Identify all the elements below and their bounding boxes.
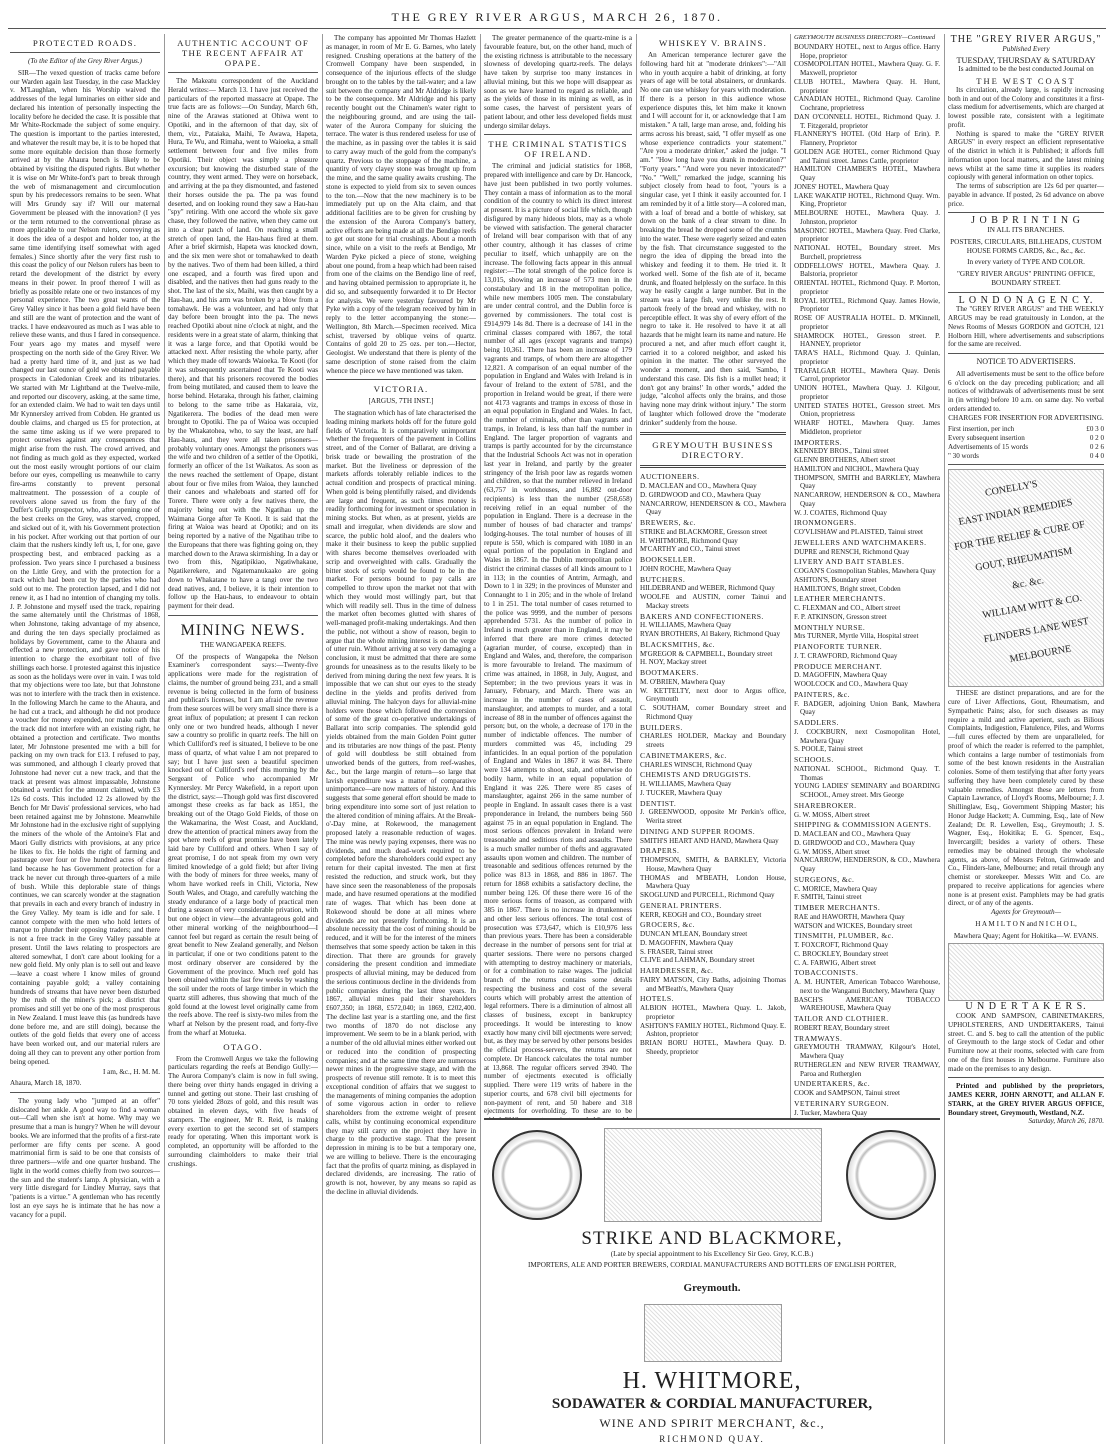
circulation-1: Is admitted to be the best conducted Journal on [958,65,1094,74]
directory-entry: D. MAGOFFIN, Mawhera Quay [794,671,888,680]
directory-entry: UNION HOTEL, Mawhera Quay. J. Kilgour, proprietor [794,384,940,401]
article-title: THE CRIMINAL STATISTICS OF IRELAND. [488,139,628,160]
directory-entry: NATIONAL HOTEL, Boundary street. Mrs Burchell, proprietress [794,244,940,261]
directory-entry: J. COCKBURN, next Cosmopolitan Hotel, Mawhera Quay [794,727,940,745]
column-1 [10,34,160,1444]
whitmore-line1: SODAWATER & CORDIAL MANUFACTURER, [551,1396,873,1412]
directory-category: SURGEONS, &c. [794,874,855,884]
directory-entry: D. GIRDWOOD and CO., Mawhera Quay [794,838,915,847]
directory-entry: M'GREGOR & CAPMBELL, Boundary street [640,649,773,658]
remedies-text: GOUT, RHEUMATISM [974,546,1074,574]
section-subtitle: [ARGUS, 7TH INST.] [368,397,434,406]
charges-row [948,434,1104,443]
directory-entry: DUPRE and RENSCH, Richmond Quay [794,547,910,556]
strike-title: STRIKE AND BLACKMORE, [581,1228,843,1249]
section-title: OTAGO. [223,1041,263,1052]
directory-category: BOOKSELLER. [640,555,696,564]
directory-entry: YOUNG LADIES' SEMINARY and BOARDING SCHOOL, Arney street. Mrs George [794,782,940,799]
directory-category: BAKERS AND CONFECTIONERS. [640,611,764,621]
directory-category: PRODUCE MERCHANT. [794,661,883,671]
directory-entry: UNITED STATES HOTEL, Gresson street. Mrs Onion, proprietress [794,401,940,419]
directory-entry: J. Tucker, Mawhera Quay [794,1108,868,1117]
directory-entry: T. FOXCROFT, Richmond Quay [794,941,889,949]
directory-category: SADDLERS. [794,718,839,727]
masthead [8,6,1106,29]
directory-category: JEWELLERS AND WATCHMAKERS. [794,537,927,547]
charges-label: Every subsequent insertion [948,434,1025,442]
directory-entry: S. POOLE, Tainui street [794,745,863,754]
printed-by: Printed and published by the proprietors, JAMES KERR, JOHN ARNOTT, and ALLAN F. STARK, at the GREY RIVER ARGUS OFFICE, Boundary street, Greymouth, Westland, N.Z. [948,1082,1104,1117]
remedies-text: &c. &c. [1011,575,1045,592]
argus-title: THE "GREY RIVER ARGUS," [950,34,1102,45]
column-2 [168,34,318,1444]
directory-entry: DUNCAN M'LEAN, Boundary street [640,930,748,938]
charges-label: " 30 words [948,451,979,460]
directory-entry: C. MORICE, Mawhera Quay [794,884,878,893]
directory-category: DENTIST. [640,798,677,808]
divider [948,212,1104,213]
directory-entry: F. P. ATKINSON, Gresson street [794,612,887,621]
directory-entry: D. MACLEAN and CO., Mawhera Quay [640,482,757,490]
directory-entry: M'CARTHY and CO., Tainui street [640,545,741,554]
whitmore-name: H. WHITMORE, [622,1368,802,1394]
directory-entry: NANCARROW, HENDERSON & CO., Mawhera Quay [640,499,786,517]
directory-entry: HILDEBRAND and WEBER, Richmond Quay [640,584,775,593]
remedies-text: FOR THE RELIEF & CURE OF [953,519,1086,554]
directory-entry: ORIENTAL HOTEL, Richmond Quay. P. Morton, proprietor [794,279,940,296]
column-rule [480,34,481,1444]
directory-entry: FLANNERY'S HOTEL (Old Harp of Erin). P. Flannery, Proprietor [794,130,940,147]
directory-category: HOTELS. [640,994,674,1004]
terms: The terms of subscription are 12s 6d per quarter—payable in advance. If posted, 2s 6d advance on above price. [948,182,1104,208]
directory-entry: C. FLEXMAN and CO., Albert street [794,604,901,612]
divider [948,353,1104,354]
remedies-text: MELBOURNE [1008,643,1073,666]
directory-entry: H. WILLIAMS, Mawhera Quay [640,780,732,788]
article-body: An American temperance lecturer gave the following hard hit at "moderate drinkers":—"All who in youth acquire a habit of drinking, at forty years of age will be total abstainers, or drunkards. No one can use whiskey for years with moderation. If there is a person in this audience whose experience disputes this, let him make it known and I will account for it, or acknowledge that I am mistaken." A tall, large man arose, and, folding his arms across his breast, said, "I offer myself as one whose experience contradicts your statement." "Are you a moderate drinker," asked the judge. "I am." "How long have you drank in moderation?" "Forty years." "And were you never intoxicated?" "No." "Well," remarked the judge, scanning his subject closely from head to foot, "yours is a singular case, yet I think it easily accounted for. I am reminded by it of a little story—A colored man, with a loaf of bread and a bottle of whiskey, sat down on the bank of a clear stream to dine. In breaking the bread he dropped some of the crumbs into the water. These were eagerly seized and eaten by the fish. That circumstance suggested to the negro the idea of dipping the bread into the whiskey and feeding it to them. He tried it. It worked well. Some of the fish ate of it, became drunk, and floated helplessly on the surface. In this way he easily caught a large number. But in the stream was a large fish, very unlike the rest. It partook freely of the bread and whiskey, with no perceptible effect. It was shy of every effort of the negro to take it. He resolved to have it at all hazards that he might learn its name and nature. He procured a net, and after much effort caught it, carried it to a colored neighbor, and asked his opinion in the matter. The other surveyed the wonder a moment, and then said, 'Sambo, I understand this case. Dis fish is a mullet head; it don't got any brains!' In other words," added the judge, "alcohol affects only the brains, and those having none may drink without injury." The storm of laughter which followed drove the "moderate drinker" suddenly from the house. [640,51,786,427]
circulation-3: Nothing is spared to make the "GREY RIVER ARGUS" in every respect an efficient representative of the district in which it is Published; it affords full information upon local matters, and the latest mining news whilst at the same time it supplies its readers copiously with general information on other topics. [948,129,1104,182]
directory-title: GREYMOUTH BUSINESS DIRECTORY. [652,440,774,461]
divider [948,292,1104,293]
directory-entry: COSMOPOLITAN HOTEL, Mawhera Quay. G. F. Maxwell, proprietor [794,60,940,77]
medal-icon [846,1130,936,1220]
directory-category: SHIPPING & COMMISSION AGENTS. [794,820,932,830]
divider [168,615,318,616]
column-5 [640,34,786,1056]
directory-category: BREWERS, &c. [640,518,696,527]
directory-entry: ASHTON'S, Boundary street [794,575,877,584]
directory-entry: C. A. FARWIG, Albert street [794,958,877,967]
directory-entry: RAE and HAWORTH, Mawhera Quay [794,912,905,921]
directory-entry: ODDFELLOWS' HOTEL, Mawhera Quay. J. Balstoria, proprietor [794,261,940,279]
charges-price: 0 2 0 [1089,434,1104,442]
column-rule [164,34,165,1444]
directory-entry: CHARLES HOLDER, Mackay and Boundary streets [640,732,786,749]
directory-entry: RUTHERGLEN and NEW RIVER TRAMWAY, Paroa and Rutherglen [794,1060,940,1078]
agents: Agents for Greymouth— [990,908,1061,916]
directory-entry: WOOLFE and AUSTIN, corner Tainui and Mackay streets [640,593,786,610]
remedies-text: WILLIAM WITT & CO. [981,593,1083,622]
directory-entry: BOUNDARY HOTEL, next to Argus office. Harry Hope, proprietor [794,42,940,60]
london-title: L O N D O N A G E N C Y. [958,294,1094,306]
factory-engraving [604,1128,822,1222]
directory-entry: A. M. HUNTER, American Tobacco Warehouse, next to the Wanganui Butchery, Mawhera Quay [794,978,940,995]
directory-list [794,43,940,1118]
directory-entry: CLIVE and LAHMAN, Boundary street [640,956,755,965]
whitmore-place: RICHMOND QUAY. [659,1434,765,1444]
column-3 [326,34,476,1444]
whitmore-line2: WINE AND SPIRIT MERCHANT, &c., [599,1416,825,1430]
divider [640,465,786,468]
directory-category: SHAREBROKER. [794,800,857,810]
directory-entry: LAKE WAKATIP HOTEL, Richmond Quay. Wm. King, Proprietor [794,191,940,209]
charges-price: £0 3 0 [1086,425,1104,434]
published: Published Every [1002,44,1050,53]
directory-category: TIMBER MERCHANTS. [794,903,881,912]
article-title: AUTHENTIC ACCOUNT OF THE RECENT AFFAIR AT OPAPE. [177,38,309,68]
notice-title: NOTICE TO ADVERTISERS. [976,357,1076,366]
remedies-text: EAST INDIAN REMEDIES [957,497,1074,529]
directory-entry: J. T. CRAWFORD, Richmond Quay [794,651,898,660]
directory-entry: STRIKE and BLACKMORE, Gresson street [640,527,768,536]
charges-row [948,425,1104,434]
directory-category: CHEMISTS AND DRUGGISTS. [640,770,752,780]
directory-category: TOBACCONISTS. [794,968,859,978]
agent-place: Mawhera Quay; Agent for Hokitika—W. EVANS. [953,931,1099,940]
directory-entry: S. FRASER, Tainui street [640,947,713,956]
column-7 [948,34,1104,1444]
directory-entry: D. MAGOFFIN, Mawhera Quay [640,938,734,947]
directory-entry: JOHN ROCHE, Mawhera Quay [640,564,732,573]
divider [640,432,786,435]
directory-category: PAINTERS, &c. [794,689,850,699]
directory-entry: FAIRY MATSON, City Baths, adjoining Thomas and M'Beath's, Mawhera Quay [640,975,786,993]
directory-entry: CHARLES WINSCH, Richmond Quay [640,760,753,769]
letter-body: SIR—The vexed question of tracks came before our Warden again last Tuesday, in the case Mackley v. M'Laughlan, when his Worship waived the addresses of the legal luminaries on either side and declared his intention of personally inspecting the locality before he decided the case. It is possible that Mr White-Rockmade the subject of some enquiry. The question is important to the parties interested, and whatever the result may be, it is to be hoped that some more equitable decision than those formerly arrived at by the Ahaura bench is likely to be obtained by visiting the disputed rights. But whether it is wise on Mr White-ford's part to break through the web of mismanagement and circumlocution spun by his predecessors remains to be seen. What will Mrs Grundy say if? Will our maternal Government be pleased with the innovation? (I yes or the term returned to the conventional phrase as more applicable to our Nelson rulers, conveying as it does the idea of a despot and holder too, at the same time identifying itself somewhat with aged females.) Since shortly after the very first rush to this coast the policy of our Nelson rulers has been to retard the development of the district by every means in their power. In proof thereof I will as briefly as possible relate one or two instances of my personal experience. The two great wants of the Grey Valley since it has been a gold field have been and still are the want of protection and the want of tracks. I have endeavoured as much as I was able to relieve these wants, and thus I fared in consequence. Four years ago my mates and myself were prospecting on the north side of the Grey River. We had a pretty hard time of it, and just as we had changed our last ounce of gold we obtained payable prospects in Caledonian Creek and its tributaries. We started with Mr Lightband at the Twelve-mile, and reported our discovery, asking, at the same time, for an extended claim. We had to wait ten days until Mr Kynnersley arrived from Cobden. He granted us double claims, and charged us £5 for protection, at the same time asking us if we were prepared to protect ourselves against any consequences that might arise from the rush. The crowd arrived, and not finding as much gold as they expected, worked out the most easily wrought portions of our claim before our eyes, compelling us meanwhile to carry fire-arms constantly to prevent personal maltreatment. The possession of a couple of revolvers alone saved us from the fury of the Duffer's Gully prospector, who, after opening one of the best creeks on the Grey, was starved, cropped, and sicked out of it, with his Government protection in his pocket. After working out that portion of our claim that the rushers kindly left us, I, for one, gave prospecting best, and embraced packing as a profession. Two years since I purchased a business on the Little Grey, and with the protection for a track which had been cut by the parties who had sold out to me. The protection lapsed, and I did not renew it, as I had no intention of changing my tolls. J. P. Johnstone and myself used the track, repairing the same alternately until the Christmas of 1868, when Johnstone, taking advantage of my absence, and during the ten days specially proclaimed as holidays by Government, came to the Ahaura and effected a new protection, and gave notice of his intention to charge the exorbitant toll of five shillings each horse. I protested against this injustice as soon as the holidays were over in vain. I was told that my objections were too late, but that Johnstone was not to interfere with the track then in existence. In the following March he came to the Ahaura, and he had cut a track, and although he did not produce a voucher for money expended, nor make oath that the track did not interfere with an existing right, he obtained a protection and certificate. Two months later, Mr Johnstone presented me with a bill for packing on my own track for £13. I refused to pay, was summoned, and although I clearly proved that Johnstone had never cut a new track, and that the track at present was almost impassable, Johnstone obtained a verdict for the amount claimed, with £3 12s 6d costs. This included 12 2s allowed by the Bench for Mr Davis' professional services, who had been retained against me by Johnstone. Meanwhile Mr Johnstone had in the exclusive right of supplying the miners of the whole of the Antoine's Flat and Maori Gully districts with provisions, at any price he likes to fix. He holds the right of farming and pasturage over four or five hundred acres of clear land because he has Government protection for a track he never cut through three-quarters of a mile of bush. While this deplorable state of things continues, we can scarcely wonder at the stagnation that prevails in each and every branch of industry in the Grey Valley. My team is idle and for sale. I cannot compete with the men who hold letters of marque to plunder their opposing traders; and there is not a free track in the Grey Valley passable at present. Until the laws relating to prospectors are altered somewhat, I don't care about looking for a new gold field. My only plan is to sell out and leave—leave a coast where I know miles of ground containing payable gold; a valley containing hundreds of streams that have never been disturbed by the rush of the miner's pick; a district that promises and still yet be one of the most prosperous in New Zealand. I must leave this (as hundreds have done before me, and are still doing), because the outlets of the gold fields that every one of access have been worked out, and our material rulers are doing all they can to prevent any other portion from being opened. [10,68,160,1066]
directory-entry: BRIAN BORU HOTEL, Mawhera Quay. D. Sheedy, proprietor [640,1039,786,1056]
directory-entry: COOK and SAMPSON, Tainui street [794,1089,900,1097]
directory-entry: SMITH'S HEART AND HAND, Mawhera Quay [640,836,779,845]
article-body: From the Cromwell Argus we take the following particulars regarding the reefs at Bendigo Gully:—The Aurora Company's claim is now in full swing, there being over thirty hands engaged in driving a tunnel and getting out stone. Their last crushing of 70 tons yielded 28ozs of gold, and this result was obtained in eleven days, with five heads of stampers. The engineer, Mr R. Reid, is making every exertion to get the second set of stampers ready for operating. When this important work is completed, an opportunity will be afforded to the surrounding claimholders to make their trial crushings. [168,1054,318,1168]
column-6 [794,34,940,1117]
article-body: The greater permanence of the quartz-mine is a favourable feature, but, on the other hand, much of the existing richness is attributable to the necessary slowness of developing quartz-reefs. The delays have taken by surprise too many instances in alluvial mining, but this we hope will disappear as soon as we have learned to regard as reliable, and as the yields of those in its mining as well, as in some cases, the harvest of persistent years of patient labour, and other less developed fields must undergo similar delays. [484,34,632,130]
dateline: Ahaura, March 18, 1870. [10,1079,82,1087]
strike-line: IMPORTERS, ALE AND PORTER BREWERS, CORDIAL MANUFACTURERS AND BOTTLERS OF ENGLISH PORTER, [527,1261,897,1269]
directory-category: BUILDERS. [640,722,683,732]
circulation-2: Its circulation, already large, is rapidly increasing both in and out of the Colony and constitutes it a first-class medium for advertisements, which are charged at lowest possible rate, consistent with a legitimate profit. [948,85,1104,129]
directory-category: BOOTMAKERS. [640,668,699,677]
directory-entry: F. BADGER, adjoining Union Bank, Mawhera Quay [794,699,940,717]
section-subtitle: THE WANGAPEKA REEFS. [200,640,286,649]
directory-entry: W. KETTELTY, next door to Argus office, Greymouth [640,686,786,704]
directory-entry: ROBERT REAY, Boundary street [794,1023,890,1032]
directory-category: PIANOFORTE TURNER. [794,642,883,651]
directory-entry: H. WHITMORE, Richmond Quay [640,536,738,545]
charges-table [948,425,1104,460]
newspaper-page [8,6,1106,1446]
job-variety: In every variety of TYPE AND COLOR. [967,258,1085,267]
directory-entry: MELBOURNE HOTEL, Mawhera Quay. J. Johnston, proprietor [794,209,940,226]
advertisements-block [484,1118,940,1450]
directory-category: SCHOOLS. [794,755,834,764]
article-title: PROTECTED ROADS. [32,38,138,48]
charges-title: CHARGES FOR INSERTION FOR ADVERTISING. [948,413,1104,422]
directory-entry: H. NOY, Mackay street [640,658,707,667]
article-body: The stagnation which has of late characterised the leading mining markets holds off for the future gold fields of Victoria. It is comparatively unimportant whether the frequenters of the pavement in Collins street, and of the Corner of Ballarat, are driving a brisk trade or bewailing the prostration of the market. But the liveliness or depression of the markets affords tolerably reliable indices to the actual condition and prospects of practical mining. When gold is being plentifully raised, and dividends are large and frequent, as such times money is readily forthcoming for investment or speculation in mining stocks. But when, as at present, yields are small and irregular, when dividends are slow and scarce, the public hold aloof, and the dealers who make it their business to keep the public supplied with shares become themselves overloaded with scrip and overweighted with calls. Gradually the bitter stock of scrip would be found to be in the market. For persons bound to pay calls are compelled to throw upon the market not that with which they would most willingly part, but that which will readily sell. Thus in the time of dulness the market often becomes glutted with shares of well-managed profit-making undertakings. And then the public, not without a show of reason, begin to argue that the whole mining interest is on the verge of utter ruin. Without arriving at so very damaging a conclusion, it must be admitted that there are some grounds for uneasiness as to the results likely to be derived from mining during the next few years. It is impossible that we can shut our eyes to the steady decline in the yields and profits derived from alluvial mining. The halcyon days for alluvial-mine holders were those which followed the conversion of some of the great co-operative undertakings of Ballarat into scrip companies. The splendid gold yields obtained from the main Golden Point gutter and its tributaries are now things of the past. Plenty of gold will doubtless be still obtained from unworked bends of the gutters, from reef-washes, &c., but the large margin of return—so large that lavish expenditure was a matter of comparative unimportance—are now matters of history. And this suggests that some general effort should be made to bring expenditure into some sort of just relation to the altered condition of mining affairs. At the Break-o'-Day mine, at Rokewood, the management proposed lately a reasonable reduction of wages. The mine was newly paying expenses, there was no dividends, and much dead-work required to be completed before the shareholders could expect any return for their capital invested. The men at first resisted the reduction, and struck work, but they have since seen the reasonableness of the proposals made, and have resumed operations at the modified rate of wages. That which has been done at Rokewood should be done at all mines where dividends are not presently forthcoming. It is an absolute necessity that the cost of mining should be reduced, and it will be for the interest of the miners themselves that some speedy action be taken in this direction. That there are grounds for gravely considering the present condition and immediate prospects of alluvial mining, may be deduced from the serious continuous decline in the dividends from public companies during the last three years. In 1867, alluvial mines paid their shareholders £607,350; in 1868, £572,040; in 1869, £202,400. The decline last year is a startling one, and the first two months of 1870 do not disclose any improvement. We seem to be in a blank period, with a number of the old alluvial mines either worked out or reduced into the condition of prospecting companies; and at the same time there are numerous newer mines in the progressive stage, and with the prospects of revenue still remote. It is to meet this exceptional condition of affairs that we suggest to the managements of mining companies the adoption of some vigorous action in order to relieve shareholders from the extreme weight of present calls, whilst by continuing economical expenditure they may still carry on the project they have in charge to the productive stage. That the present depression in mining is to be but a temporary one, we are willing to believe. There is the encouraging fact that the profits of quartz mining, as displayed in declared dividends, are increasing. The ratio of growth is not, however, by any means so rapid as the decline in alluvial dividends. [326,409,476,1196]
masthead-title: THE GREY RIVER ARGUS, MARCH 26, 1870. [391,10,723,24]
signoff: I am, &c., H. M. M. [103,1068,160,1077]
directory-entry: J. GREENWOOD, opposite Mr Perkin's office, Werita street [640,808,786,825]
directory-entry: NANCARROW, HENDERSON & CO., Mawhera Quay [794,491,940,508]
agent-name: H A M I L T O N and N I C H O L, [975,919,1077,928]
directory-entry: D. MACLEAN and CO., Mawhera Quay [794,830,911,838]
directory-category: LIVERY AND BAIT STABLES. [794,557,905,567]
divider [326,379,476,380]
directory-category: MONTHLY NURSE. [794,622,866,632]
directory-category: UNDERTAKERS, &c. [794,1079,870,1089]
directory-entry: C. SOUTHAM, corner Boundary street and Richmond Quay [640,704,786,721]
bottles-engraving [644,1304,782,1362]
remedy-body: THESE are distinct preparations, and are for the cure of Liver Affections, Gout, Rheumatism, and Sympathetic Pains; also, for such diseases as may require a mild and active aperient, such as Bilious Complaints, Indigestion, Flatulence, Piles, and Worms—full cures effected by them are unparalleled, for proof of which the reader is referred to the pamphlet, which contains a large number of testimonials from some of the best known residents in the Australian colonies. Some of them testifying that after forty years suffering they have been completely cured by these valuable remedies. Amongst these are letters from Captain Lawrance, of Lloyd's Rooms, Melbourne; J. J. Shillinglaw, Esq., Government Shipping Master; his Honor Judge Hackett; A. Cumming, Esq., late of New Zealand; Dr. R. Lewellen, Esq., Greymouth; J. S. Wagner, Esq., Hokitika; E. G. Spencer, Esq., Invercargill; besides a variety of others. These remedies may be obtained through the wholesale agents, as above, of Messrs Felton, Grimwade and Co., Flinders-lane, Melbourne; and retail through any chemist or storekeeper. Messrs Witt and Co. are prepared to receive applications for agencies where none is at present exist. Pamphlets may be had gratis direct, or of any of the agents. [948,689,1104,908]
remedies-lettering [933,464,1118,680]
directory-category: IRONMONGERS. [794,518,857,528]
directory-category: TRAMWAYS. [794,1033,843,1043]
directory-entry: WOOLCOCK and CO., Mawhera Quay [794,680,908,688]
directory-category: TAILOR AND CLOTHIER. [794,1014,889,1023]
directory-entry: GOLDEN AGE HOTEL, corner Richmond Quay and Tainui street. James Cattle, proprietor [794,147,940,165]
directory-entry: F. SMITH, Tainui street [794,893,862,902]
article-body: Of the prospects of Wangapeka the Nelson Examiner's correspondent says:—Twenty-five applications were made for the registration of claims, the number of ground being 231, and a small revenue is being collected in the form of business and publican's licenses, but I am afraid the revenue from these sources will be very small since there is a great influx of population; at present I can reckon only one or two hundred heads, although I never saw a country so prolific in quartz reefs. The hill on which Culliford's reef is situated, I believe to be one mass of quartz, of what value I am not prepared to say; but I have just seen a beautiful specimen knocked out of Culliford's reef this morning by the Sergeant of Police who accompanied Mr Kynnersley. Mr Percy Wakefield, in a report upon the district, says:—Though gold was first discovered amongst these creeks as far back as 1851, the breaking out of the Otago Gold Fields, of those on the Wakamarina, the West Coast, and Auckland, drew the attention of practical miners away from the spot where reefs of great promise have been lately laid bare by Culliford and others. When I say of great promise, I do not speak from my own very limited knowledge of a gold field; but after living with the body of miners for three weeks, many of whom have worked reefs in Chili, Victoria, New South Wales, and Otago, and carefully watching the steady endurance of a large body of practical men during a season of very considerable privation, with but one object in view—the advantageous gold and other mineral working of the neighbourhood—I cannot feel but regard as certain the result being of great benefit to New Zealand generally, and Nelson in particular, if one or two conditions patent to the most ordinary observer are considered by the Government of the province. Much reef gold has been obtained within the last few weeks by washing the soil under the roots of large timber in which the quartz still adheres, thus showing that much of the gold found at the lowest level originally came from the reefs above. The reef is sixty-two miles from the wharf at Nelson by the present road, and forty-five from the wharf at Motueka. [168,652,318,1037]
directory-entry: H. WILLIAMS, Mawhera Quay [640,621,732,630]
london-body: The "GREY RIVER ARGUS" and THE WEEKLY ARGUS may be read gratuitously in London, at the News Rooms of Messrs GORDON and GOTCH, 121 Holborn Hill, where advertisements and subscriptions for the same are received. [948,305,1104,349]
directory-entry: JONES' HOTEL, Mawhera Quay [794,182,890,191]
directory-category: AUCTIONEERS. [640,472,700,482]
job-items: POSTERS, CIRCULARS, BILLHEADS, CUSTOM HOUSE FORMS CARDS, &c., &c., &c. [950,237,1102,255]
west-coast: THE WEST COAST [976,76,1076,86]
directory-entry: ROYAL HOTEL, Richmond Quay. James Howie, Proprietor [794,296,940,314]
remedies-text: FLINDERS LANE WEST [982,616,1090,646]
directory-entry: HAMILTON and NICHOL, Mawhera Quay [794,464,920,473]
hearse-engraving [948,943,1104,1001]
directory-heading: GREYMOUTH BUSINESS DIRECTORY—Continued [794,34,936,41]
divider [10,52,160,53]
directory-entry: J. TUCKER, Mawhera Quay [640,788,723,797]
charges-row [948,452,1104,461]
printed-date: Saturday, March 26, 1870. [1028,1117,1104,1126]
directory-entry: D. GIRDWOOD and CO., Mawhera Quay [640,490,761,499]
directory-entry: KERR, KEOGH and CO., Boundary street [640,910,762,919]
directory-entry: GREYMOUTH TRAMWAY, Kilgour's Hotel, Mawhera Quay [794,1043,940,1060]
directory-entry: CLUB HOTEL, Mawhera Quay. H. Hunt, proprietor [794,77,940,95]
column-rule [944,34,945,1444]
directory-entry: GLENN BROTHERS, Albert street [794,456,896,464]
directory-entry: G. W. MOSS, Albert street [794,810,870,819]
directory-category: GROCERS, &c. [640,920,695,930]
column-rule [322,34,323,1444]
section-title: MINING NEWS. [180,621,306,639]
directory-entry: C. BROCKLEY, Boundary street [794,949,889,958]
directory-category: BUTCHERS. [640,574,686,584]
fillers: The young lady who "jumped at an offer" dislocated her ankle. A good way to find a woman out—Call when she isn't at home. Why may we presume that a man is hungry? When he will devour books. We are informed that the profits of a first-rate performer are fifty cents per scene. A good matrimonial firm is said to be one that consists of three partners—wife and one quarter husband. The light in the world comes chiefly from two sources—the sun and the student's lamp. A physician, with a very little disregard for Lindley Murray, says that "patients is a virtue." A gentleman who has recently lost an eye says he is intimate that he has now a vacancy for a pupil. [10,1096,160,1219]
directory-entry: HAMILTON'S, Bright street, Cobden [794,584,901,593]
directory-category: DRAPERS. [640,846,680,856]
remedies-engraving [948,469,1104,687]
directory-entry: THOMAS and M'BEATH, London House, Mawhera Quay [640,873,786,891]
article-body: The criminal and judicial statistics for 1868, prepared with intelligence and care by Dr. Hancock, have just been published in two portly volumes. They contain a mass of information as to the moral condition of the country to which its direct interest at present. It is a picture of social life which, though disfigured by many hideous blots, may as a whole be viewed with satisfaction. The general character of Ireland will bear comparison with that of any other country, although it has classes of crime peculiar to itself, which unhappily are on the increase. The following facts appear in this annual register:—The total strength of the police force is 13,015, showing an increase of 573 men in the constabulary and 18 in the metropolitan police, while new members 1005 men. The constabulary are under central control, and the Dublin force is governed by commissioners. The total cost is £914,979 14s 8d. There is a decrease of 141 in the criminal classes compared with 1867, the total number of all ages (except vagrants and tramps) being 10,361. There has been an increase of 179 vagrants and tramps, of whom there are altogether 12,821. A comparison of an equal number of the population in England and Wales with Ireland is in favour of Ireland to the extent of 5781, and the proportion in Ireland would be great, if there were not 4173 vagrants and tramps in excess of those in an equal population in England and Wales. In fact, the number of criminals, other than vagrants and tramps, in Ireland, is less than half the number in England. The larger proportion of vagrants and tramps is partly accounted for by the circumstance that the Industrial Schools Act was not in operation last year in Ireland, and partly by the greater stringency of the Irish poor law as regards women and children, so that the number relieved in Ireland (63,757 in workhouses, and 16,882 out-door recipients) is less than the number (258,658) receiving relief in an equal number of the population in England. There is a decrease in the number of houses of bad character and tramps' lodging-houses. The total number of houses of ill repute is 550, which is compared with 1080 in an equal portion of the population in England and Wales in 1867. In the Dublin metropolitan police district the criminal classes of all kinds amount to 1 in 113; in the counties of Antrim, Armagh, and Down to 1 in 329; in the provinces of Munster and Connaught to 1 in 205; and in the whole of Ireland to 1 in 251. The total number of cases returned to the police was 9999, and the number of persons apprehended 5731. As the number of police in Ireland is much greater than in England, it may be inferred that there are more crimes detected (agrarian murder, of course, excepted) than in England and Wales, and, therefore, the comparison is more favourable to Ireland. The maximum of crime was attained, in 1868, in July, August, and September; in the two previous years it was in January, February, and March. There was an increase in the number of cases of assault, manslaughter, and attempts to murder, and a total increase of 88 in the number of offences against the person; but, on the whole, a decrease of 170 in the number of indictable offences. The number of murders committed was 45, including 29 infanticides. In an equal portion of the population of England and Wales in 1867 it was 84. There were 134 attempts to shoot, stab, and otherwise do bodily harm, while in an equal population of England it was 226. There were 85 cases of manslaughter, against 266 in the same number of people in England. In assault cases there is a vast preponderance in Ireland, the numbers being 560 against 75 in an equal population in England. The most serious offences prevalent in Ireland were treasonable and seditious riots and assaults. There is a much smaller number of thefts and aggravated assaults upon women and children. The number of treasonable and seditious offences returned by the police was 813 in 1868, and 886 in 1867. The return for 1868 exhibits a satisfactory decline, the number being 126. Of these there were 16 of the more serious forms of treason, as compared with 385 in 1867. There is no increase in drunkenness and other less serious offences. The total cost of prosecution was £73,647, which is £10,976 less than previous years. There has been a considerable decrease in the number of persons sent for trial at quarter sessions. There were no persons charged with attempting to destroy machinery or materials, or for a combination to raise wages. The judicial branch of the returns contains some details respecting the business and cost of the several courts which will probably arrest the attention of legal reformers. There is a diminution of almost all classes of business, except in bankruptcy proceedings. It would be interesting to know exactly how many civil bill ejectments were served; but, as they may be served by other persons besides the official process-servers, the returns are not complete. Dr Hancock calculates the total number at 13,868. The regular officers served 3940. The number of ejectments executed is officially supplied. There were 119 writs of habere in the superior courts, and 678 civil bill ejectments for non-payment of rent, and 50 habere and 318 ejectments for overholding. To these are to be [484,162,632,1116]
divider [948,1077,1104,1078]
directory-entry: THOMPSON, SMITH and BARKLEY, Mawhera Quay [794,473,940,491]
divider [168,72,318,73]
directory-entry: ROSE OF AUSTRALIA HOTEL. D. M'Kinnell, proprietor [794,314,940,331]
divider [10,1092,160,1093]
directory-entry: W. J. COATES, Richmond Quay [794,508,887,517]
directory-category: LEATHER MERCHANTS. [794,594,886,604]
directory-category: GENERAL PRINTERS. [640,900,722,910]
directory-category: CABINETMAKERS, &c. [640,750,727,760]
directory-entry: NANCARROW, HENDERSON, & CO., Mawhera Quay [794,856,940,873]
article-body: The Makeatu correspondent of the Auckland Herald writes:— March 13. I have just received the particulars of the reported massacre at Opape. The true facts are as follows:—On Sunday, March 6th, nine of the Arawas stationed at Ohiwa went to Opotiki, and in the afternoon of that day, six of them, viz., Pataiaka, Maihi, Te Awawa, Hapeta, Hura, Te Wu, and Rimaha, went to Waioeka, a small settlement between four and five miles from Opotiki. Their object was simply a pleasure excursion; but knowing the disturbed state of the country, they went armed. They were on horseback, and arriving at the pa they dismounted, and fastened their horses outside the pa. The pa was found deserted, and on looking round they saw a Hau-hau "spy" retiring. With one accord the whole six gave chase, they followed the native, when they came out into a clear patch of land. On reaching a small stretch of open land, the Hau-haus fired at them. After a brief skirmish, Hapeta was knocked down, and the six men were shot or tomahawked to death by the natives. Two of them had been killed, a third one escaped, and a fourth was fired upon and disabled, and the natives then had guns ready to the shot. The last of the six, Maihi, was then caught by a Hau-hau, and his arm was broken by a blow from a tomahawk. He was a volunteer, and had only that day before been brought into the pa. The news reached Opotiki about nine o'clock at night, and the residents were in a great state of alarm, thinking that it was a large force, and that Opotiki would be attacked next. After resisting the whole party, after which they made off towards Waioeka. Te Kooti (for it was subsequently ascertained that Te Kooti was there), and that his prisoners recovered the bodies from being mutilated, and caused them to leave the horse behind. Hetaraka, through his father, claiming to belong to the same tribe as Hakaraia, viz, Ngatikerera. The bodies of the dead men were brought to Opotiki. The pa of Waioa was occupied by the Whakatohea, who, to say the least, are half Hau-haus, and they were all taken prisoners—probably voluntary ones. Amongst the prisoners was the wife and two children of a settler of the Opotiki, formerly an officer of the 1st Waikatos. As soon as the news reached the settlement of Opape, distant about four or five miles from Waioa, they launched their canoes and whaleboats and started off for Torere. There were only a few natives there, the majority being out with the Ngatihau up the Waimana Gorge after Te Kooti. It is said that the firing at Waioa was heard at Opotiki; and on its being reported by a native of the Ngatihau tribe to the Europeans that there was fighting going on, they marched down to the Arawa skirmishing. In a day or two from this, Ngatipikiao, Ngatiwhakaue, Ngatikerekere, and Ngatemanukaako are going down to Whakatane to have a tangi over the two dead natives, and, I believe, it is their intention to follow up the Hau-haus, to endeavour to obtain payment for their dead. [168,77,318,610]
directory-entry: M. O'BRIEN, Mawhera Quay [640,677,726,686]
directory-category: TINSMITH, PLUMBER, &c. [794,931,894,941]
publish-days: TUESDAY, THURSDAY & SATURDAY [956,55,1096,65]
charges-label: Advertisements of 15 words [948,442,1029,451]
directory-entry: CO'VLISHAW and PLAISTED, Tainui street [794,528,924,536]
directory-entry: MASONIC HOTEL, Mawhera Quay. Fred Clarke, proprietor [794,226,940,244]
job-subtitle: IN ALL ITS BRANCHES. [987,226,1065,234]
directory-entry: CANADIAN HOTEL, Richmond Quay. Caroline Cochrane, proprietress [794,95,940,112]
remedies-text: CONELLY'S [984,479,1039,500]
directory-category: IMPORTERS. [794,437,843,447]
undertakers-title: U N D E R T A K E R S. [965,1001,1087,1013]
directory-category: HAIRDRESSER, &c. [640,966,714,975]
directory-entry: SKOGLUND and PURCELL, Richmond Quay [640,891,775,899]
job-title: J O B P R I N T I N G [971,215,1081,227]
directory-entry: ASHTON'S FAMILY HOTEL, Richmond Quay. E. Ashton, proprietor [640,1021,786,1039]
directory-category: DINING AND SUPPER ROOMS. [640,826,756,836]
undertakers-body: COOK AND SAMPSON, CABINETMAKERS, UPHOLSTERERS, AND UNDERTAKERS, Tainui street. C. and S. beg to call the attention of the public of Greymouth to the large stock of Cedar and other Furniture now at their rooms, selected with care from one of the first houses in Melbourne. Furniture also made on the premises to any design. [948,1012,1104,1073]
directory-entry: WHARF HOTEL, Mawhera Quay. James Middleton, proprietor [794,419,940,436]
directory-entry: KENNEDY BROS., Tainui street [794,447,889,456]
divider [484,134,632,135]
directory-entry: ALBION HOTEL, Mawhera Quay. L. Jakob, proprietor [640,1004,786,1021]
directory-entry: TARA'S HALL, Richmond Quay. J. Quinlan, proprietor [794,349,940,366]
charges-price: 0 2 6 [1089,442,1104,451]
directory-entry: G. W. MOSS, Albert street [794,847,870,856]
article-title: WHISKEY V. BRAINS. [659,38,767,48]
directory-category: BLACKSMITHS, &c. [640,639,715,649]
charges-label: First insertion, per inch [948,425,1015,434]
directory-entry: SHAMROCK HOTEL, Gresson street. P. HANNEY, proprietor [794,331,940,349]
directory-entry: COGAN'S Cosmopolitan Stables, Mawhera Quay [794,567,936,575]
directory-entry: Mrs TURNER, Myrtle Villa, Hospital street [794,632,919,641]
column-4 [484,34,632,1139]
directory-category: VETERINARY SURGEON. [794,1098,890,1108]
notice-body: All advertisements must be sent to the office before 6 o'clock on the day preceding publication; and all notices of withdrawals of advertisements must be sent in (in writing) before 10 a.m. on same day. No verbal orders attended to. [948,369,1104,413]
directory-entry: NATIONAL SCHOOL, Richmond Quay. T. Thomas [794,764,940,782]
directory-entry: TRAFALGAR HOTEL, Mawhera Quay. Denis Carrol, proprietor [794,366,940,384]
strike-subtitle: (Late by special appointment to his Excellency Sir Geo. Grey, K.C.B.) [610,1250,814,1258]
directory-entry: DAN O'CONNELL HOTEL, Richmond Quay. J. T. Fitzgerald, proprietor [794,112,940,130]
to-line: (To the Editor of the Grey River Argus.) [27,57,143,65]
directory-list [640,473,786,1056]
directory-entry: THOMPSON, SMITH, & BARKLEY, Victoria House, Mawhera Quay [640,856,786,873]
strike-place: Greymouth. [683,1282,741,1294]
directory-entry: WATSON and WICKES, Boundary street [794,921,913,930]
directory-entry: HAMILTON CHAMBER'S HOTEL, Mawhera Quay [794,165,940,182]
medal-icon [492,1130,582,1220]
article-body: The company has appointed Mr Thomas Hazlett as manager, in room of Mr E. G. Barnes, who lately resigned. Crushing operations at the battery of the Cromwell Company have been suspended, in consequence of the injurious effects of the sludge brought on to the tables by the tail-water; and a law suit between the company and Mr Aldridge is likely to be the consequence. Mr Aldridge and his party recently bought out the Chinamen's water right to the neighbouring ground, and are using the tail-water of the Aurora Company for sluicing the terrace. The water is thus rendered useless for use of the machine, as in passing over the tables it is said to carry away much of the gold from the company's quartz. Previous to the stoppage of the machine, a quantity of very clayey stone was brought up from the mine, and the same quality awaits crushing. The stone is expected to yield from six to seven ounces to the ton.—Now that the new machinery is to be immediately put up on the Alta claim, and that additional facilities are to be given for crushing by the extension of the Aurora Company's battery, active efforts are being made at all the Bendigo reefs to get out stone for trial crushings. About a month since, while on a visit to the reefs at Bendigo, Mr Warden Pyke picked a piece of stone, weighing about one pound, from a heap which had been raised from one of the claims on the Bendigo line of reef, and having obtained permission to appropriate it, he did so, and subsequently forwarded it to Dr Hector for analysis. We were yesterday favoured by Mr Pyke with a copy of the telegram received by him in reply to the letter accompanying the stone:—Wellington, 8th March.—Specimen received. Mica schist, traversed by oblique veins of quartz. Contains of gold 20 to 25 ozs. per ton.—Hector, Geologist. We understand that there is plenty of the same description of stone raised from the claim whence the piece we have mentioned was taken. [326,34,476,375]
directory-entry: RYAN BROTHERS, Al Bakery, Richmond Quay [640,630,781,638]
directory-entry: BASCH'S AMERICAN TOBACCO WAREHOUSE, Mawhera Quay [794,995,940,1013]
charges-price: 0 4 0 [1089,451,1104,460]
section-title: VICTORIA. [373,384,429,395]
charges-row [948,443,1104,452]
job-office: "GREY RIVER ARGUS" PRINTING OFFICE, BOUNDARY STREET. [957,270,1095,287]
